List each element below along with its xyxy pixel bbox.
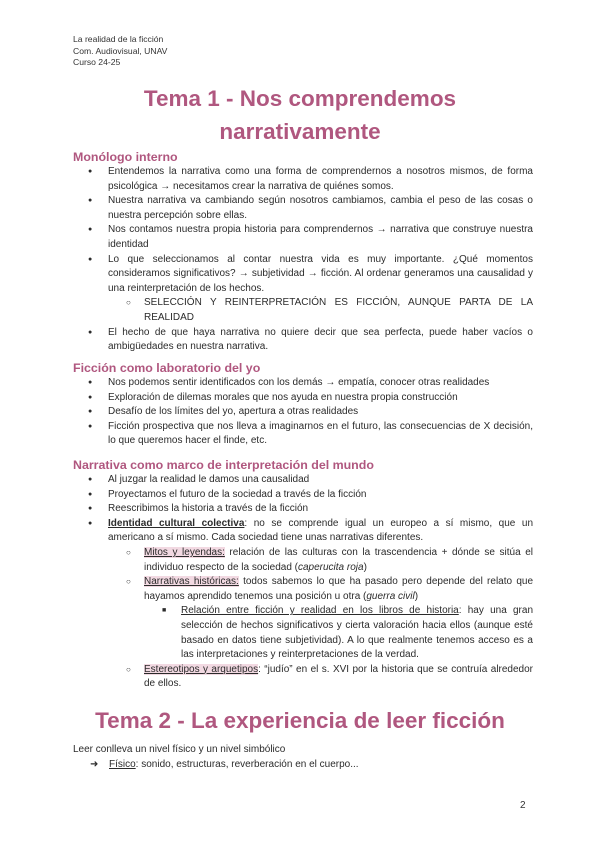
section-laboratorio-del-yo [73,360,533,449]
tema1-title-line2: narrativamente [219,119,381,144]
term-fisico: Físico [109,758,136,770]
sub-list-item: ○ SELECCIÓN Y REINTERPRETACIÓN ES FICCIÓN, AUNQUE PARTA DE LA REALIDAD [73,296,533,325]
section-heading: Ficción como laboratorio del yo [73,361,261,375]
list-item: ● Exploración de dilemas morales que nos ayuda en nuestra propia construcción [73,391,533,406]
list-item: ● Proyectamos el futuro de la sociedad a través de la ficción [73,488,533,503]
header-course-title: La realidad de la ficción [73,34,164,44]
list-item: ● Ficción prospectiva que nos lleva a imaginarnos en el futuro, las consecuencias de X decisión, lo que queremos hacer el finde, etc. [73,420,533,449]
list-item: ● Nuestra narrativa va cambiando según nosotros cambiamos, cambia el peso de las cosas o nuestra percepción sobre ellas. [73,194,533,223]
section-monologo-interno [73,149,533,355]
tema1-title [60,82,540,148]
tema2-title: Tema 2 - La experiencia de leer ficción [95,708,505,733]
list-item: ● Entendemos la narrativa como una forma de comprendernos a nosotros mismos, de forma psicológica → necesitamos crear la narrativa de quiénes somos. [73,165,533,194]
tema1-title-line1: Tema 1 - Nos comprendemos [143,86,457,111]
item-text: : “judío” en el s. XVI por la historia que se contruía alrededor de ellos. [144,663,534,690]
tema2-content [73,743,533,772]
list-item: ● Al juzgar la realidad le damos una causalidad [73,473,533,488]
item-end: ) [363,561,367,573]
item-text: todos sabemos lo que ha pasado pero depende del relato que hayamos aprendido tenemos una posición u otra ( [144,576,534,602]
list-item: ● Nos podemos sentir identificados con los demás → empatía, conocer otras realidades [73,376,533,391]
term-narrativas-historicas: Narrativas históricas: [144,576,239,588]
item-italic: caperucita roja [297,561,364,573]
sub-list-item [73,663,533,692]
section-heading: Monólogo interno [73,150,178,164]
list-item: ● Desafío de los límites del yo, apertura a otras realidades [73,405,533,420]
sub-list-item [73,546,533,575]
sub-list-item [73,575,533,604]
page-number: 2 [520,800,526,811]
section-marco-de-interpretacion [73,457,533,692]
term-libros-de-historia: Relación entre ficción y realidad en los libros de historia [181,605,459,617]
item-text: : hay una gran selección de hechos significativos y cierta valoración hacia ellos (aunque esté basado en datos tiene subjetividad). A lo que realmente tenemos acceso es a las interpretaciones y reinterpretaciones de la verdad. [181,605,534,661]
item-text: : sonido, estructuras, reverberación en el cuerpo... [135,758,359,770]
term-estereotipos: Estereotipos y arquetipos [144,663,259,675]
term-identidad-cultural: Identidad cultural colectiva [108,517,245,529]
sub-sub-list-item [73,604,533,662]
item-text: relación de las culturas con la trascendencia + dónde se sitúa el individuo respecto de la sociedad ( [144,546,533,573]
arrow-list-item [73,758,533,773]
item-italic: guerra civil [366,590,415,602]
term-mitos-leyendas: Mitos y leyendas: [144,546,225,558]
header-year: Curso 24-25 [73,57,121,67]
section-heading: Narrativa como marco de interpretación del mundo [73,458,374,472]
item-end: ) [414,590,419,602]
list-item [73,517,533,546]
page-header [73,34,167,69]
list-item: ● El hecho de que haya narrativa no quiere decir que sea perfecta, puede haber vacíos o ambigüedades en nuestra narrativa. [73,326,533,355]
list-item: ● Lo que seleccionamos al contar nuestra vida es muy importante. ¿Qué momentos consideramos significativos? → subjetividad → ficción. Al ordenar generamos una causalidad y una reinterpretación de los hechos. [73,253,533,297]
tema2-intro: Leer conlleva un nivel físico y un nivel simbólico [73,744,286,755]
list-item: ● Reescribimos la historia a través de la ficción [73,502,533,517]
header-program: Com. Audiovisual, UNAV [73,45,168,56]
list-item: ● Nos contamos nuestra propia historia para comprendernos → narrativa que construye nuestra identidad [73,223,533,252]
item-text: : no se comprende igual un europeo a sí mismo, que un americano a sí mismo. Cada sociedad tiene unas narrativas diferentes. [108,517,534,544]
